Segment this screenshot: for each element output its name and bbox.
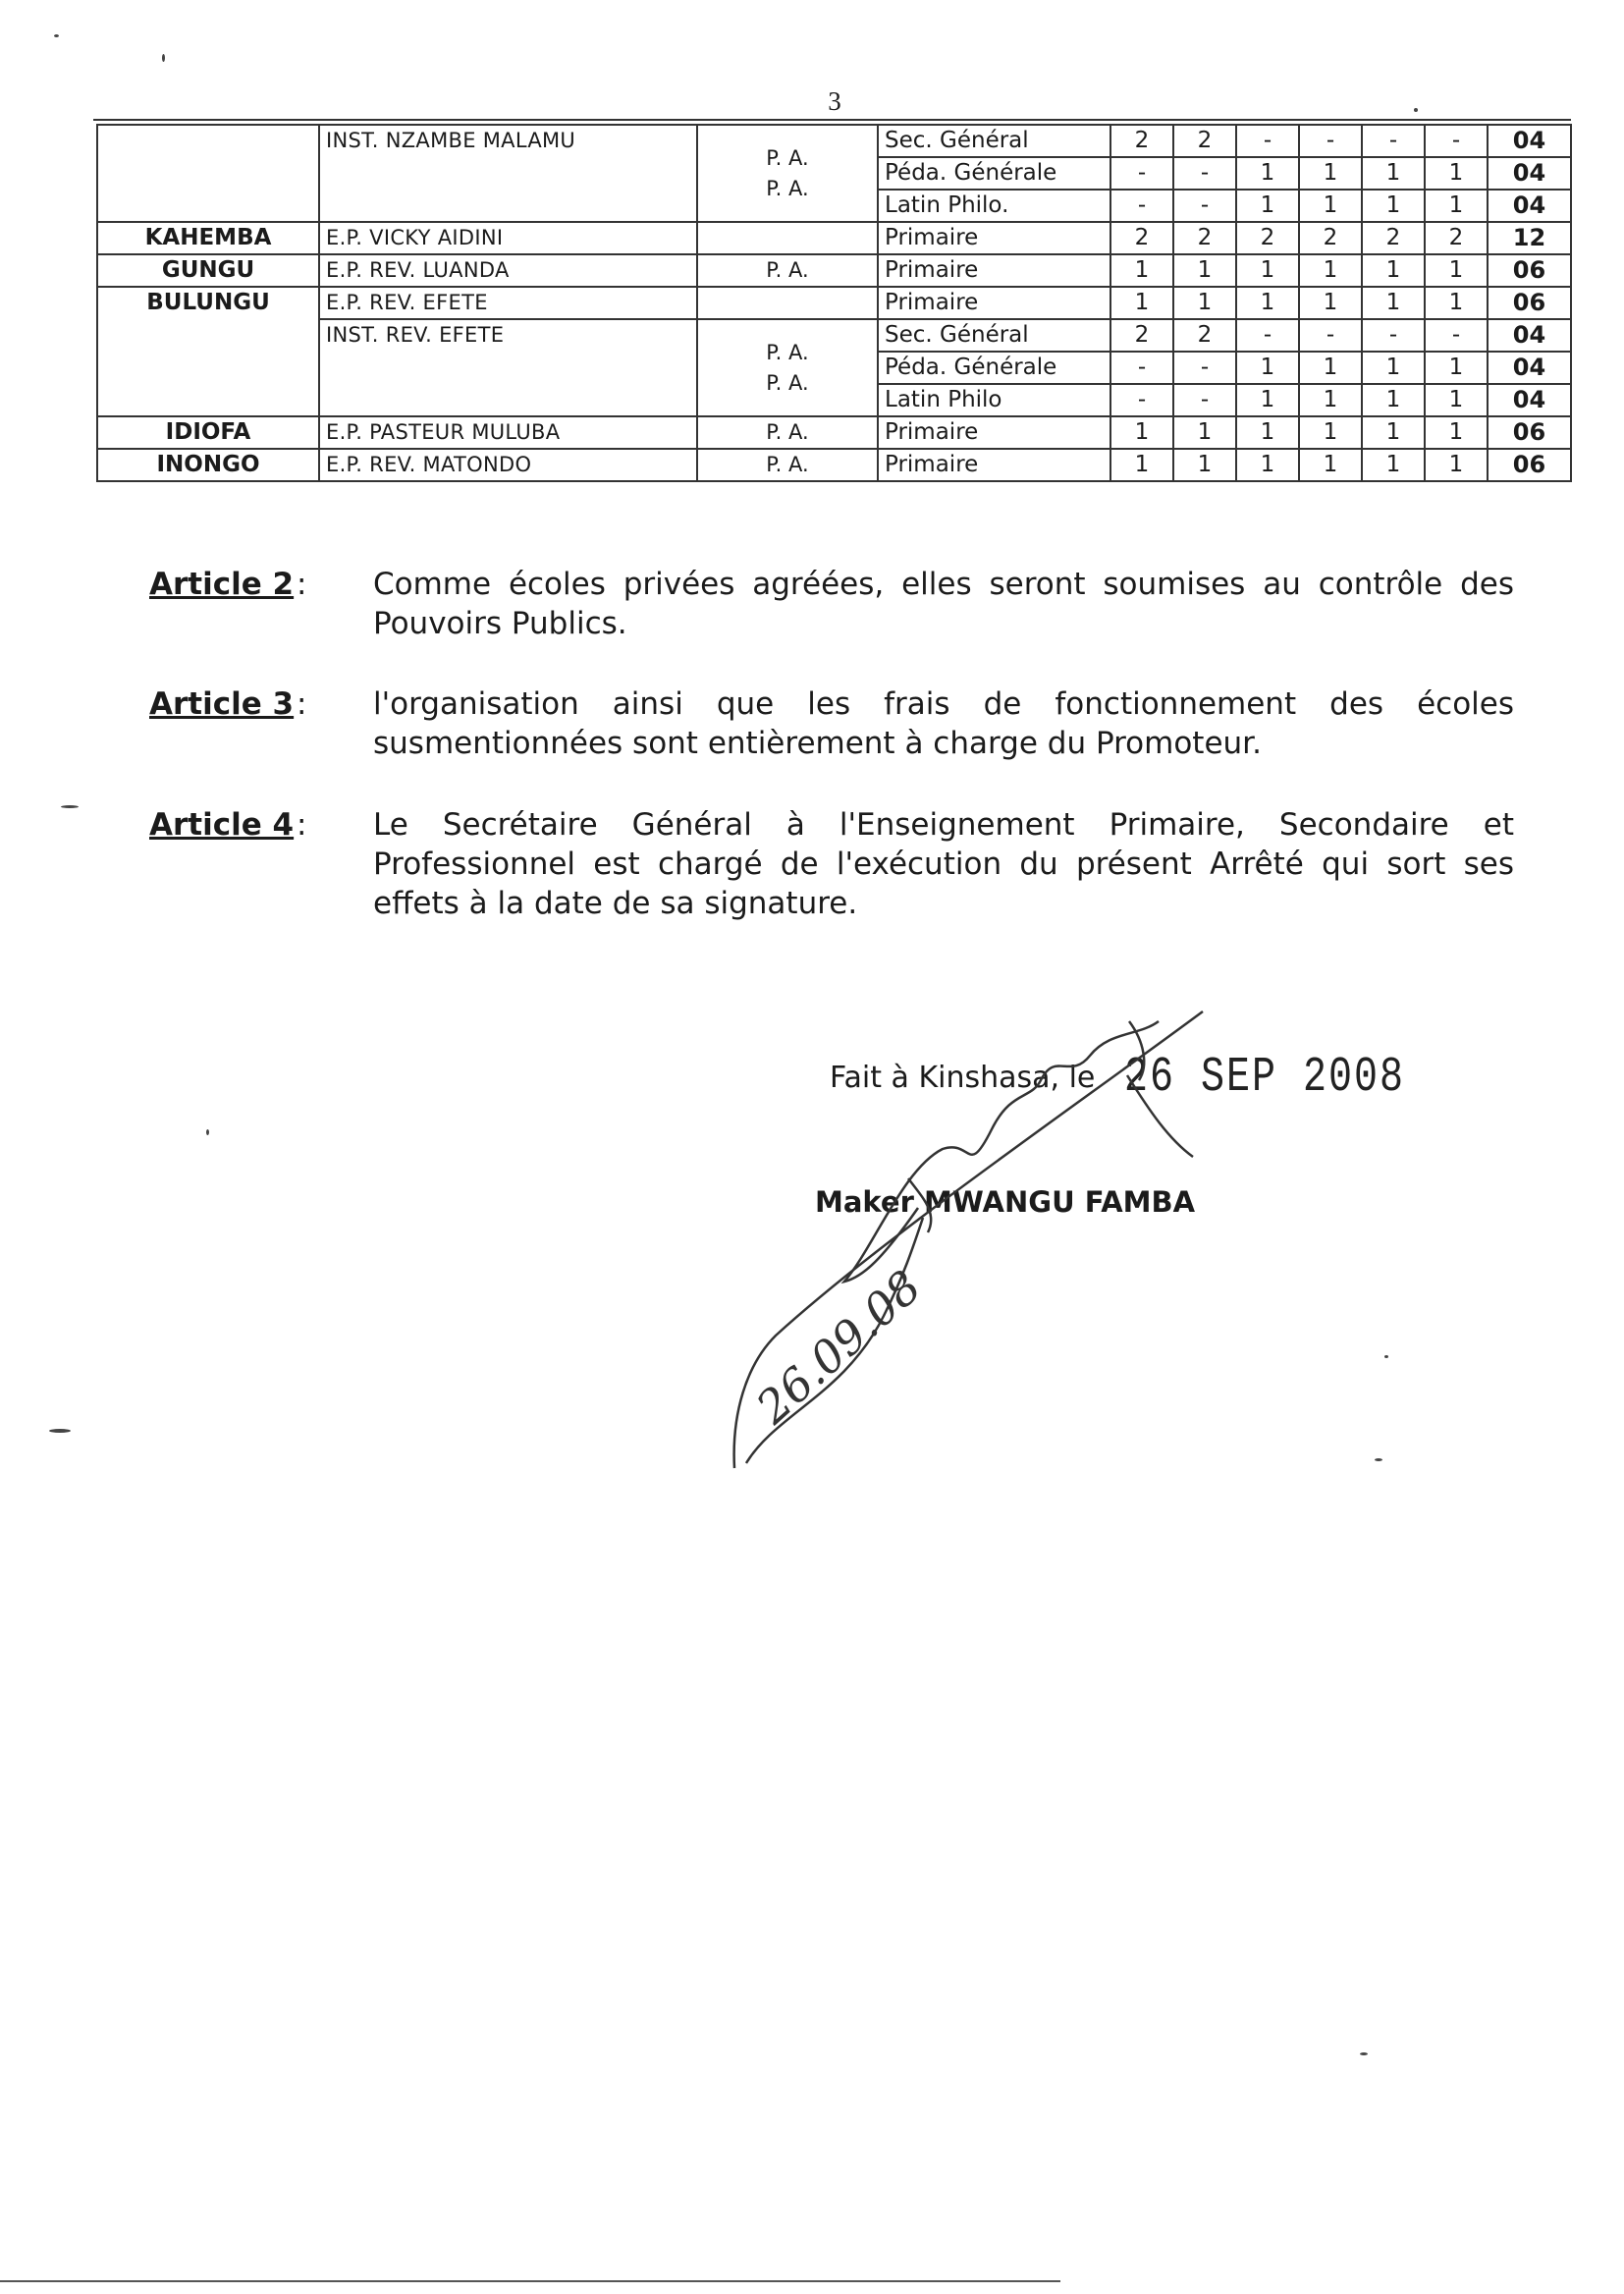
level-cell: Latin Philo.	[878, 190, 1110, 222]
class-count-cell: 1	[1110, 254, 1173, 287]
school-name-cell: E.P. REV. EFETE	[319, 287, 697, 319]
class-count-cell: -	[1299, 319, 1362, 352]
level-cell: Primaire	[878, 254, 1110, 287]
territory-cell: KAHEMBA	[97, 222, 319, 254]
article-text: Le Secrétaire Général à l'Enseignement Primaire, Secondaire et Professionnel est chargé de l'exécution du présent Arrêté qui sort ses effets à la date de sa signature.	[373, 807, 1514, 921]
class-count-cell: 1	[1236, 254, 1299, 287]
class-count-cell: 1	[1299, 384, 1362, 416]
total-cell: 06	[1488, 449, 1571, 481]
class-count-cell: 1	[1425, 190, 1488, 222]
class-count-cell: -	[1362, 319, 1425, 352]
regime-cell: P. A. P. A.	[697, 125, 878, 222]
scan-speck	[1384, 1355, 1388, 1358]
class-count-cell: 1	[1362, 449, 1425, 481]
regime-cell: P. A.	[697, 416, 878, 449]
class-count-cell: 1	[1362, 384, 1425, 416]
class-count-cell: -	[1173, 384, 1236, 416]
class-count-cell: 1	[1425, 416, 1488, 449]
class-count-cell: 1	[1236, 449, 1299, 481]
class-count-cell: 2	[1299, 222, 1362, 254]
class-count-cell: 2	[1362, 222, 1425, 254]
class-count-cell: -	[1236, 319, 1299, 352]
class-count-cell: 1	[1299, 416, 1362, 449]
total-cell: 04	[1488, 352, 1571, 384]
class-count-cell: 1	[1425, 384, 1488, 416]
class-count-cell: 1	[1425, 157, 1488, 190]
class-count-cell: 1	[1425, 449, 1488, 481]
class-count-cell: 1	[1173, 449, 1236, 481]
regime-cell: P. A.	[697, 254, 878, 287]
scan-speck	[1360, 2052, 1368, 2055]
article-text: l'organisation ainsi que les frais de fonctionnement des écoles susmentionnées sont entièrement à charge du Promoteur.	[373, 686, 1514, 761]
school-name-cell: E.P. VICKY AIDINI	[319, 222, 697, 254]
class-count-cell: -	[1425, 319, 1488, 352]
class-count-cell: 1	[1173, 254, 1236, 287]
signatory-name: Maker MWANGU FAMBA	[815, 1185, 1196, 1219]
school-name-cell: E.P. REV. LUANDA	[319, 254, 697, 287]
class-count-cell: 1	[1362, 352, 1425, 384]
class-count-cell: 1	[1425, 287, 1488, 319]
class-count-cell: 2	[1173, 319, 1236, 352]
class-count-cell: 2	[1110, 319, 1173, 352]
class-count-cell: -	[1173, 352, 1236, 384]
total-cell: 04	[1488, 319, 1571, 352]
level-cell: Sec. Général	[878, 319, 1110, 352]
article-label: Article 2	[149, 567, 295, 602]
class-count-cell: 1	[1110, 449, 1173, 481]
class-count-cell: 1	[1299, 254, 1362, 287]
class-count-cell: 1	[1299, 449, 1362, 481]
class-count-cell: 1	[1173, 287, 1236, 319]
scan-speck	[162, 54, 165, 62]
class-count-cell: 1	[1236, 287, 1299, 319]
scan-speck	[54, 34, 59, 37]
article-colon: :	[297, 807, 307, 843]
class-count-cell: 1	[1425, 254, 1488, 287]
territory-cell: GUNGU	[97, 254, 319, 287]
scan-speck	[1414, 108, 1418, 112]
class-count-cell: -	[1173, 157, 1236, 190]
school-name-cell: INST. NZAMBE MALAMU	[319, 125, 697, 222]
class-count-cell: 1	[1299, 287, 1362, 319]
class-count-cell: 1	[1236, 384, 1299, 416]
total-cell: 06	[1488, 416, 1571, 449]
class-count-cell: 1	[1362, 190, 1425, 222]
class-count-cell: -	[1362, 125, 1425, 157]
class-count-cell: 1	[1362, 254, 1425, 287]
total-cell: 04	[1488, 157, 1571, 190]
scan-speck	[1375, 1458, 1382, 1461]
class-count-cell: 1	[1173, 416, 1236, 449]
scan-speck	[61, 805, 79, 808]
class-count-cell: -	[1110, 384, 1173, 416]
article-text: Comme écoles privées agréées, elles seront soumises au contrôle des Pouvoirs Publics.	[373, 567, 1514, 641]
class-count-cell: -	[1173, 190, 1236, 222]
article-label: Article 3	[149, 686, 295, 722]
class-count-cell: 1	[1236, 416, 1299, 449]
article-colon: :	[297, 567, 307, 602]
level-cell: Latin Philo	[878, 384, 1110, 416]
handwritten-date: 26.09.08	[746, 1259, 932, 1435]
class-count-cell: -	[1425, 125, 1488, 157]
class-count-cell: 2	[1110, 125, 1173, 157]
territory-cell: BULUNGU	[97, 287, 319, 319]
territory-cell: IDIOFA	[97, 416, 319, 449]
class-count-cell: 1	[1362, 416, 1425, 449]
class-count-cell: 1	[1362, 287, 1425, 319]
class-count-cell: 1	[1110, 287, 1173, 319]
signature-place: Fait à Kinshasa, le	[830, 1061, 1096, 1095]
total-cell: 04	[1488, 125, 1571, 157]
school-name-cell: INST. REV. EFETE	[319, 319, 697, 416]
total-cell: 04	[1488, 384, 1571, 416]
class-count-cell: 2	[1173, 222, 1236, 254]
class-count-cell: 1	[1299, 190, 1362, 222]
class-count-cell: 2	[1173, 125, 1236, 157]
regime-cell: P. A. P. A.	[697, 319, 878, 416]
class-count-cell: -	[1110, 190, 1173, 222]
total-cell: 04	[1488, 190, 1571, 222]
class-count-cell: 1	[1236, 157, 1299, 190]
total-cell: 06	[1488, 287, 1571, 319]
class-count-cell: -	[1110, 352, 1173, 384]
scan-speck	[49, 1429, 71, 1433]
class-count-cell: 1	[1362, 157, 1425, 190]
class-count-cell: 2	[1110, 222, 1173, 254]
article-colon: :	[297, 686, 307, 722]
bottom-rule	[0, 2280, 1060, 2282]
class-count-cell: 1	[1299, 352, 1362, 384]
level-cell: Primaire	[878, 416, 1110, 449]
level-cell: Primaire	[878, 222, 1110, 254]
level-cell: Péda. Générale	[878, 352, 1110, 384]
regime-cell: P. A.	[697, 449, 878, 481]
class-count-cell: -	[1236, 125, 1299, 157]
page-number: 3	[828, 86, 841, 116]
level-cell: Sec. Général	[878, 125, 1110, 157]
date-stamp: 26 SEP 2008	[1124, 1051, 1406, 1107]
class-count-cell: 1	[1236, 352, 1299, 384]
class-count-cell: 1	[1236, 190, 1299, 222]
level-cell: Péda. Générale	[878, 157, 1110, 190]
class-count-cell: 2	[1236, 222, 1299, 254]
class-count-cell: -	[1110, 157, 1173, 190]
class-count-cell: 1	[1425, 352, 1488, 384]
total-cell: 12	[1488, 222, 1571, 254]
total-cell: 06	[1488, 254, 1571, 287]
class-count-cell: 1	[1299, 157, 1362, 190]
level-cell: Primaire	[878, 449, 1110, 481]
class-count-cell: 1	[1110, 416, 1173, 449]
class-count-cell: -	[1299, 125, 1362, 157]
article-label: Article 4	[149, 807, 295, 843]
school-name-cell: E.P. PASTEUR MULUBA	[319, 416, 697, 449]
scan-speck	[206, 1129, 209, 1135]
class-count-cell: 2	[1425, 222, 1488, 254]
level-cell: Primaire	[878, 287, 1110, 319]
territory-cell: INONGO	[97, 449, 319, 481]
school-name-cell: E.P. REV. MATONDO	[319, 449, 697, 481]
